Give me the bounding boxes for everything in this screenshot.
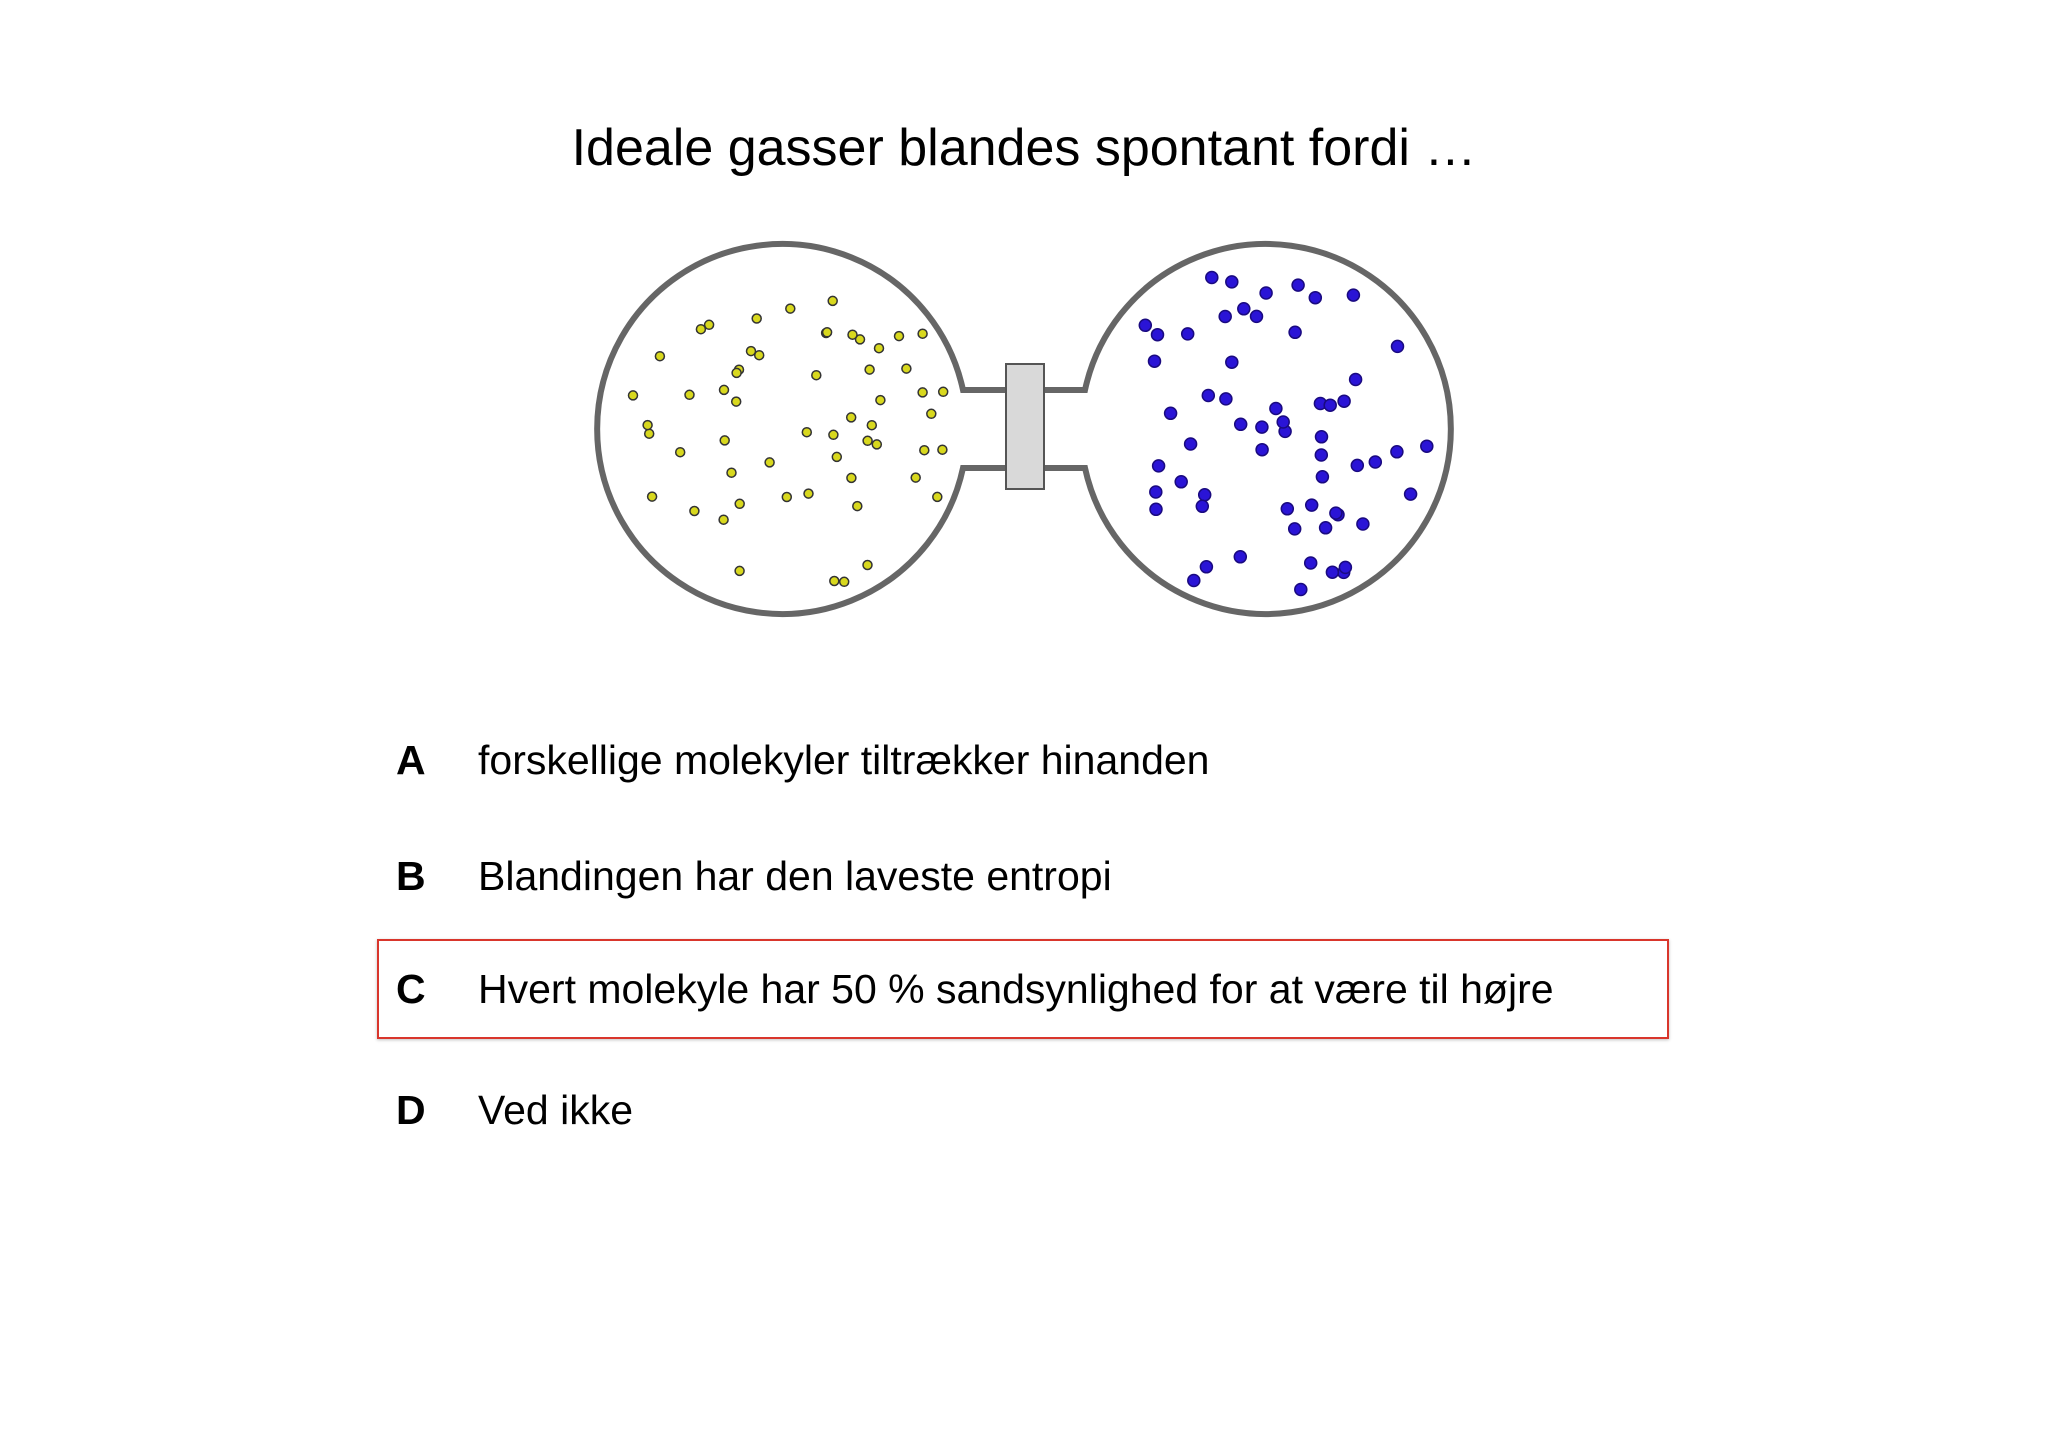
yellow-gas-molecule: [804, 489, 813, 498]
blue-gas-molecule: [1196, 500, 1208, 512]
yellow-gas-molecule: [865, 365, 874, 374]
yellow-gas-molecule: [629, 391, 638, 400]
yellow-gas-molecule: [939, 387, 948, 396]
yellow-gas-molecule: [911, 473, 920, 482]
blue-gas-molecule: [1150, 486, 1162, 498]
blue-gas-molecule: [1165, 407, 1177, 419]
blue-gas-molecule: [1182, 328, 1194, 340]
blue-gas-molecule: [1357, 518, 1369, 530]
blue-gas-molecule: [1185, 438, 1197, 450]
blue-gas-molecule: [1369, 456, 1381, 468]
yellow-gas-molecule: [933, 492, 942, 501]
yellow-gas-molecule: [840, 577, 849, 586]
blue-gas-molecule: [1289, 326, 1301, 338]
yellow-gas-molecule: [830, 577, 839, 586]
blue-gas-molecule: [1320, 522, 1332, 534]
blue-gas-molecule: [1338, 395, 1350, 407]
blue-gas-molecule: [1188, 575, 1200, 587]
blue-gas-molecule: [1281, 503, 1293, 515]
yellow-gas-molecule: [720, 385, 729, 394]
yellow-gas-molecule: [867, 421, 876, 430]
blue-gas-molecule: [1405, 488, 1417, 500]
blue-gas-molecule: [1326, 566, 1338, 578]
yellow-gas-molecule: [847, 413, 856, 422]
yellow-gas-molecule: [847, 473, 856, 482]
yellow-gas-molecule: [747, 347, 756, 356]
option-b[interactable]: [396, 836, 1112, 916]
blue-gas-molecule: [1153, 460, 1165, 472]
yellow-gas-molecule: [920, 446, 929, 455]
yellow-gas-molecule: [829, 430, 838, 439]
yellow-gas-molecule: [853, 502, 862, 511]
option-b-letter: B: [396, 852, 426, 899]
yellow-gas-molecule: [765, 458, 774, 467]
yellow-gas-molecule: [918, 388, 927, 397]
yellow-gas-molecule: [802, 428, 811, 437]
blue-gas-molecule: [1315, 449, 1327, 461]
blue-gas-molecule: [1234, 551, 1246, 563]
option-a-letter: A: [396, 736, 426, 783]
blue-gas-molecule: [1289, 523, 1301, 535]
blue-gas-molecule: [1149, 355, 1161, 367]
blue-gas-molecule: [1235, 418, 1247, 430]
yellow-gas-molecule: [690, 507, 699, 516]
option-d-text: Ved ikke: [478, 1086, 633, 1133]
yellow-gas-molecule: [719, 515, 728, 524]
blue-gas-molecule: [1200, 561, 1212, 573]
yellow-gas-molecule: [655, 352, 664, 361]
blue-gas-molecule: [1347, 289, 1359, 301]
blue-gas-molecule: [1305, 557, 1317, 569]
yellow-gas-molecule: [786, 304, 795, 313]
yellow-gas-molecule: [735, 566, 744, 575]
blue-gas-molecule: [1270, 403, 1282, 415]
yellow-gas-molecule: [752, 314, 761, 323]
blue-gas-molecule: [1316, 471, 1328, 483]
yellow-gas-molecule: [832, 452, 841, 461]
blue-gas-molecule: [1391, 446, 1403, 458]
blue-gas-molecule: [1251, 310, 1263, 322]
blue-gas-molecule: [1220, 393, 1232, 405]
valve-stopcock: [1006, 364, 1044, 489]
blue-gas-molecule: [1421, 440, 1433, 452]
blue-gas-molecule: [1392, 340, 1404, 352]
blue-gas-molecule: [1350, 374, 1362, 386]
yellow-gas-molecule: [938, 445, 947, 454]
yellow-gas-molecule: [727, 468, 736, 477]
option-c-letter: C: [396, 965, 426, 1012]
gas-vessels-svg: [585, 230, 1465, 630]
yellow-gas-molecule: [863, 436, 872, 445]
blue-gas-molecule: [1339, 561, 1351, 573]
yellow-gas-molecule: [863, 561, 872, 570]
yellow-gas-molecule: [828, 296, 837, 305]
yellow-gas-molecule: [902, 364, 911, 373]
blue-gas-molecule: [1330, 507, 1342, 519]
blue-gas-molecule: [1150, 503, 1162, 515]
blue-gas-molecule: [1260, 287, 1272, 299]
blue-gas-molecule: [1256, 444, 1268, 456]
yellow-gas-molecule: [848, 330, 857, 339]
option-d[interactable]: [396, 1070, 633, 1150]
blue-gas-molecule: [1316, 431, 1328, 443]
gas-mixing-diagram: [585, 230, 1465, 630]
yellow-gas-molecule: [812, 371, 821, 380]
option-d-letter: D: [396, 1086, 426, 1133]
yellow-gas-molecule: [876, 396, 885, 405]
blue-gas-molecule: [1295, 584, 1307, 596]
yellow-gas-molecule: [895, 332, 904, 341]
blue-gas-molecule: [1324, 399, 1336, 411]
blue-gas-molecule: [1351, 459, 1363, 471]
blue-gas-molecule: [1309, 292, 1321, 304]
yellow-gas-molecule: [685, 390, 694, 399]
blue-gas-molecule: [1292, 279, 1304, 291]
yellow-gas-molecule: [648, 492, 657, 501]
yellow-gas-molecule: [823, 328, 832, 337]
blue-gas-molecule: [1139, 319, 1151, 331]
blue-gas-molecule: [1152, 329, 1164, 341]
blue-gas-molecule: [1256, 421, 1268, 433]
blue-gas-molecule: [1206, 272, 1218, 284]
blue-gas-molecule: [1219, 311, 1231, 323]
yellow-gas-molecule: [872, 440, 881, 449]
yellow-gas-molecule: [918, 329, 927, 338]
yellow-gas-molecule: [696, 325, 705, 334]
blue-gas-molecule: [1226, 276, 1238, 288]
yellow-gas-molecule: [645, 429, 654, 438]
option-c-text: Hvert molekyle har 50 % sandsynlighed for at være til højre: [478, 965, 1554, 1012]
yellow-gas-molecule: [875, 344, 884, 353]
option-b-text: Blandingen har den laveste entropi: [478, 852, 1112, 899]
blue-gas-molecule: [1277, 416, 1289, 428]
slide-title: Ideale gasser blandes spontant fordi …: [571, 119, 1477, 177]
option-a-text: forskellige molekyler tiltrækker hinanden: [478, 736, 1210, 783]
yellow-gas-molecule: [732, 368, 741, 377]
blue-gas-molecule: [1202, 390, 1214, 402]
yellow-gas-molecule: [735, 499, 744, 508]
yellow-gas-molecule: [643, 421, 652, 430]
yellow-gas-molecule: [782, 493, 791, 502]
blue-gas-molecule: [1175, 476, 1187, 488]
option-c-highlighted[interactable]: [377, 939, 1669, 1039]
option-a[interactable]: [396, 720, 1209, 800]
yellow-gas-molecule: [720, 436, 729, 445]
blue-gas-molecule: [1226, 356, 1238, 368]
blue-gas-molecule: [1238, 303, 1250, 315]
yellow-gas-molecule: [927, 409, 936, 418]
yellow-gas-molecule: [732, 397, 741, 406]
blue-gas-molecule: [1306, 499, 1318, 511]
blue-gas-molecule: [1199, 489, 1211, 501]
yellow-gas-molecule: [676, 448, 685, 457]
